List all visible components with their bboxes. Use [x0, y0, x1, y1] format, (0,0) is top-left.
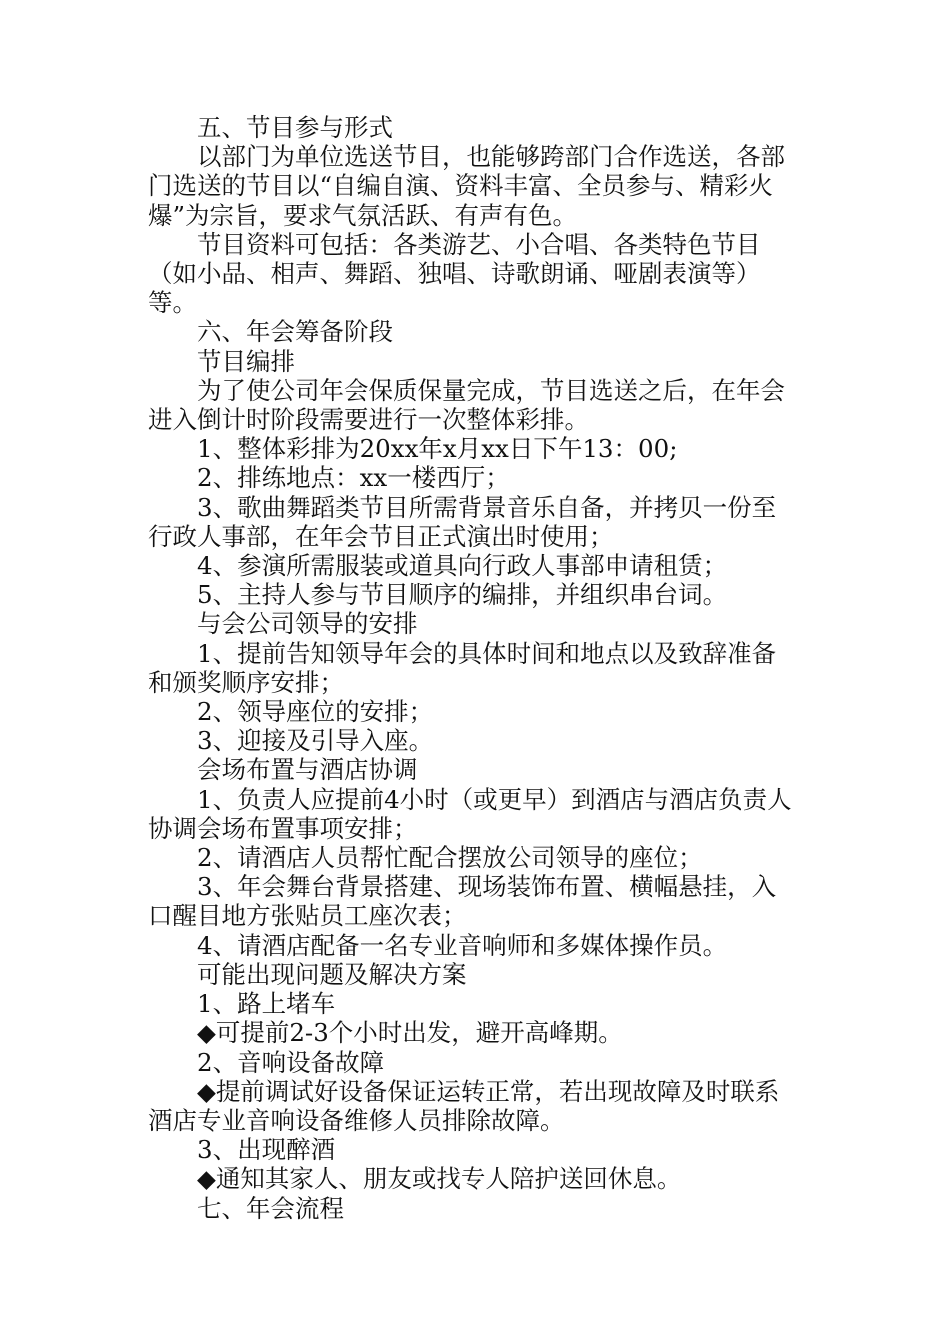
- bullet-item: ◆提前调试好设备保证运转正常，若出现故障及时联系酒店专业音响设备维修人员排除故障。: [148, 1076, 780, 1135]
- list-item: 5、主持人参与节目顺序的编排，并组织串台词。: [197, 580, 728, 610]
- list-item: 2、排练地点：xx一楼西厅；: [197, 463, 510, 493]
- bullet-item: ◆通知其家人、朋友或找专人陪护送回休息。: [197, 1164, 682, 1194]
- document-body: [148, 113, 798, 1223]
- list-item: 1、提前告知领导年会的具体时间和地点以及致辞准备和颁奖顺序安排；: [148, 638, 777, 697]
- list-item: 1、整体彩排为20xx年x月xx日下午13：00;: [197, 434, 678, 464]
- list-item: 2、领导座位的安排；: [197, 697, 434, 727]
- list-item: 4、请酒店配备一名专业音响师和多媒体操作员。: [197, 930, 728, 960]
- list-item: 3、出现醉酒: [197, 1135, 336, 1165]
- bullet-item: ◆可提前2-3个小时出发，避开高峰期。: [197, 1018, 623, 1048]
- list-item: 2、请酒店人员帮忙配合摆放公司领导的座位；: [197, 843, 703, 873]
- list-item: 3、歌曲舞蹈类节目所需背景音乐自备，并拷贝一份至行政人事部，在年会节目正式演出时使用；: [148, 492, 777, 551]
- list-item: 1、路上堵车: [197, 989, 336, 1019]
- paragraph: 节目资料可包括：各类游艺、小合唱、各类特色节目（如小品、相声、舞蹈、独唱、诗歌朗诵、哑剧表演等）等。: [148, 229, 761, 318]
- list-item: 4、参演所需服装或道具向行政人事部申请租赁；: [197, 551, 728, 581]
- list-item: 3、年会舞台背景搭建、现场装饰布置、横幅悬挂，入口醒目地方张贴员工座次表；: [148, 872, 777, 931]
- paragraph: 为了使公司年会保质保量完成，节目选送之后，在年会进入倒计时阶段需要进行一次整体彩排。: [148, 375, 785, 435]
- subsection-heading: 可能出现问题及解决方案: [197, 959, 467, 989]
- subsection-heading: 会场布置与酒店协调: [197, 755, 418, 785]
- section-heading: 六、年会筹备阶段: [197, 317, 393, 347]
- list-item: 1、负责人应提前4小时（或更早）到酒店与酒店负责人协调会场布置事项安排；: [148, 784, 792, 843]
- list-item: 2、音响设备故障: [197, 1047, 385, 1077]
- subsection-heading: 节目编排: [197, 346, 295, 376]
- list-item: 3、迎接及引导入座。: [197, 726, 434, 756]
- paragraph: 以部门为单位选送节目，也能够跨部门合作选送，各部门选送的节目以“自编自演、资料丰富、全员参与、精彩火爆”为宗旨，要求气氛活跃、有声有色。: [148, 142, 785, 230]
- section-heading: 五、节目参与形式: [197, 113, 393, 142]
- subsection-heading: 与会公司领导的安排: [197, 609, 418, 639]
- section-heading: 七、年会流程: [197, 1193, 344, 1223]
